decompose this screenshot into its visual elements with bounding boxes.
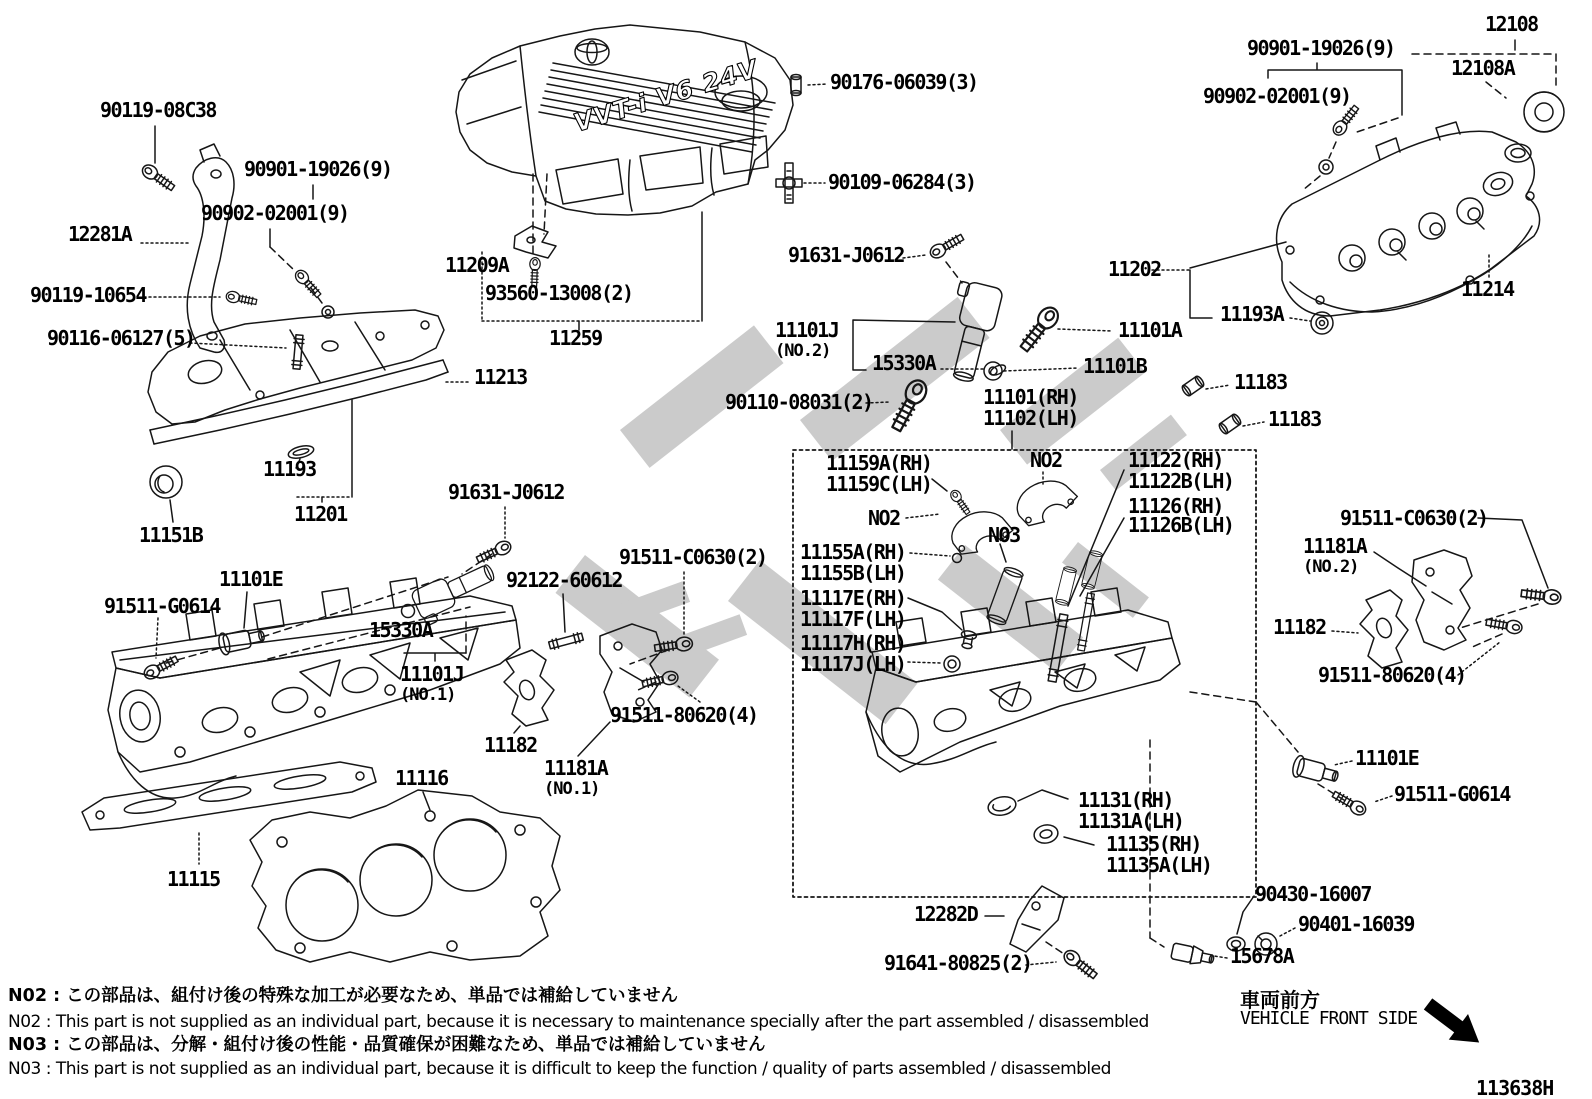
part-label-90176-06039: 90176-06039(3)	[830, 70, 978, 94]
part-label-91511-C0630-C: 91511-C0630(2)	[619, 545, 767, 569]
part-label-11159A-RH: 11159A(RH)	[826, 451, 932, 475]
part-label-90119-10654: 90119-10654	[30, 283, 146, 307]
part-label-15330A-R: 15330A	[872, 351, 936, 375]
part-label-11101A: 11101A	[1118, 318, 1182, 342]
part-label-11155A-RH: 11155A(RH)	[800, 540, 906, 564]
vehicle-front-label-en: VEHICLE FRONT SIDE	[1240, 1008, 1418, 1029]
part-label-11117E-RH: 11117E(RH)	[800, 586, 906, 610]
part-label-90902-02001-L: 90902-02001(9)	[201, 201, 349, 225]
part-label-11117H-RH: 11117H(RH)	[800, 631, 906, 655]
part-label-91511-G0614-L: 91511-G0614	[104, 594, 220, 618]
part-label-90401-16039: 90401-16039	[1298, 912, 1414, 936]
part-label-11155B-LH: 11155B(LH)	[800, 561, 906, 585]
part-label-90901-19026-L: 90901-19026(9)	[244, 157, 392, 181]
part-label-11116: 11116	[395, 766, 448, 790]
part-label-91631-J0612-R: 91631-J0612	[788, 243, 904, 267]
note-ref-NO2-top: NO2	[1030, 448, 1062, 472]
part-label-15678A: 15678A	[1230, 944, 1294, 968]
cylinder-head-gasket-drawing	[250, 790, 560, 962]
part-label-11202: 11202	[1108, 257, 1161, 281]
part-label-11101J-no1: 11101J (NO.1)	[400, 662, 464, 705]
part-label-12108A: 12108A	[1451, 56, 1515, 80]
part-label-11181A-no1: 11181A (NO.1)	[544, 756, 608, 799]
part-label-90430-16007: 90430-16007	[1255, 882, 1371, 906]
part-label-91511-80620-C: 91511-80620(4)	[610, 703, 758, 727]
part-label-11101-RH: 11101(RH)	[983, 385, 1078, 409]
part-label-11117F-LH: 11117F(LH)	[800, 607, 906, 631]
part-label-11117J-LH: 11117J(LH)	[800, 652, 906, 676]
intake-manifold-gasket-drawing	[82, 762, 376, 864]
engine-badge-text: VVT-i V6 24V	[570, 54, 762, 138]
part-label-11193: 11193	[263, 457, 316, 481]
part-label-11115: 11115	[167, 867, 220, 891]
part-label-12282D: 12282D	[914, 902, 978, 926]
part-label-90110-08031: 90110-08031(2)	[725, 390, 873, 414]
part-label-11101E-R: 11101E	[1355, 746, 1419, 770]
part-label-91511-80620-R: 91511-80620(4)	[1318, 663, 1466, 687]
part-label-90901-19026-R: 90901-19026(9)	[1247, 36, 1395, 60]
part-label-11159C-LH: 11159C(LH)	[826, 472, 932, 496]
part-label-11183-a: 11183	[1234, 370, 1287, 394]
part-label-15330A-L: 15330A	[369, 618, 433, 642]
part-label-91511-C0630-R: 91511-C0630(2)	[1340, 506, 1488, 530]
part-label-11101J-no2: 11101J (NO.2)	[775, 318, 839, 361]
footnote-n03-jp: N03 : この部品は、分解・組付け後の性能・品質確保が困難なため、単品では補給していません	[8, 1035, 766, 1055]
drawing-code: 113638H	[1476, 1076, 1554, 1099]
part-label-11151B: 11151B	[139, 523, 203, 547]
part-label-11183-b: 11183	[1268, 407, 1321, 431]
part-label-11193A: 11193A	[1220, 302, 1284, 326]
part-label-92122-60612: 92122-60612	[506, 568, 622, 592]
part-label-90116-06127: 90116-06127(5)	[47, 326, 195, 350]
part-label-90109-06284: 90109-06284(3)	[828, 170, 976, 194]
part-label-11181A-no2: 11181A (NO.2)	[1303, 534, 1367, 577]
footnote-n02-jp: N02 : この部品は、組付け後の特殊な加工が必要なため、単品では補給していません	[8, 986, 678, 1006]
right-valve-cover-drawing	[1152, 122, 1540, 334]
part-label-11135A-LH: 11135A(LH)	[1106, 853, 1212, 877]
part-label-93560-13008: 93560-13008(2)	[485, 281, 633, 305]
part-label-12281A: 12281A	[68, 222, 132, 246]
part-label-90119-08C38: 90119-08C38	[100, 98, 216, 122]
part-label-11135-RH: 11135(RH)	[1106, 832, 1201, 856]
part-label-11101B: 11101B	[1083, 354, 1147, 378]
oil-filler-cap-drawing	[1268, 40, 1564, 190]
part-label-11102-LH: 11102(LH)	[983, 406, 1078, 430]
footnote-n02-en: N02 : This part is not supplied as an individual part, because it is necessary to maintenance specially after the part assembled / disassembled	[8, 1012, 1149, 1032]
part-label-11214: 11214	[1461, 277, 1514, 301]
part-label-11126B-LH: 11126B(LH)	[1128, 513, 1234, 537]
part-label-11122B-LH: 11122B(LH)	[1128, 469, 1234, 493]
vehicle-front-label-jp: 車両前方	[1240, 988, 1320, 1012]
part-label-11101E-L: 11101E	[219, 567, 283, 591]
part-label-11131-RH: 11131(RH)	[1078, 788, 1173, 812]
part-label-11131A-LH: 11131A(LH)	[1078, 809, 1184, 833]
footnote-n03-en: N03 : This part is not supplied as an individual part, because it is difficult to keep the function / quality of parts assembled / disassembled	[8, 1059, 1111, 1079]
part-label-12108: 12108	[1485, 12, 1538, 36]
part-label-11201: 11201	[294, 502, 347, 526]
note-ref-NO2-left: NO2	[868, 506, 900, 530]
vehicle-front-arrow	[1418, 991, 1488, 1055]
part-label-91511-G0614-R: 91511-G0614	[1394, 782, 1510, 806]
part-label-91631-J0612-L: 91631-J0612	[448, 480, 564, 504]
part-label-11182-R: 11182	[1273, 615, 1326, 639]
part-label-90902-02001-R: 90902-02001(9)	[1203, 84, 1351, 108]
part-label-91641-80825: 91641-80825(2)	[884, 951, 1032, 975]
part-label-11209A: 11209A	[445, 253, 509, 277]
part-label-11122-RH: 11122(RH)	[1128, 448, 1223, 472]
part-label-11259: 11259	[549, 326, 602, 350]
part-label-11126-RH: 11126(RH)	[1128, 494, 1223, 518]
part-label-11182-L: 11182	[484, 733, 537, 757]
part-label-11213: 11213	[474, 365, 527, 389]
note-ref-NO3: NO3	[988, 523, 1020, 547]
